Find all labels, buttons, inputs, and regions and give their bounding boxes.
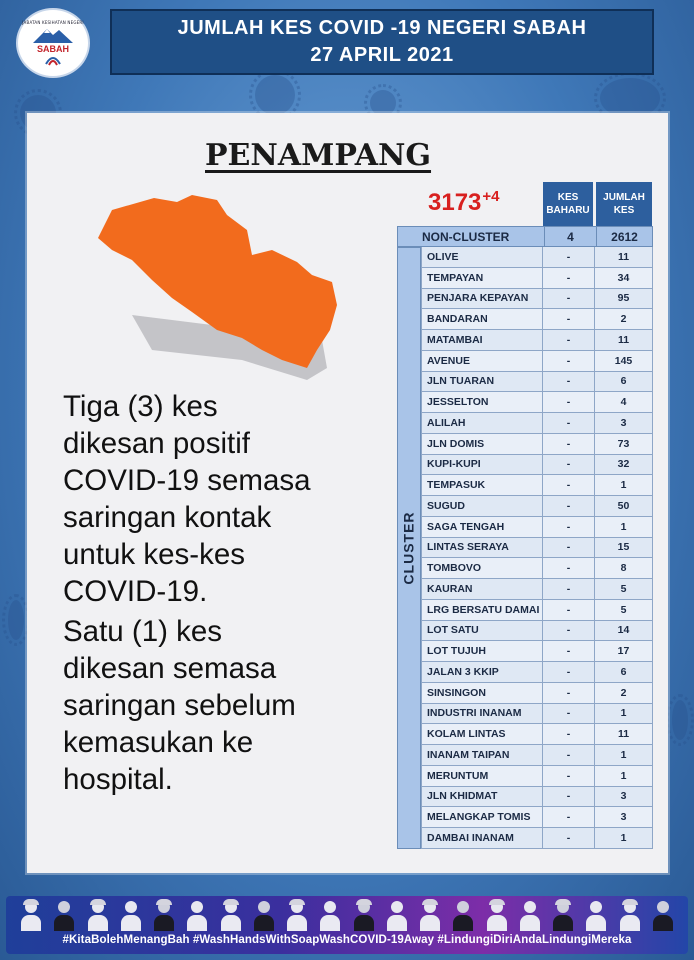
footer-banner: [6, 896, 688, 954]
non-cluster-row: [397, 226, 653, 247]
cluster-row: [421, 455, 653, 476]
person-icon: [186, 899, 208, 931]
district-title: PENAMPANG: [205, 138, 432, 173]
cluster-name: DAMBAI INANAM: [421, 828, 543, 848]
page-title: JUMLAH KES COVID -19 NEGERI SABAH: [177, 17, 587, 39]
person-icon: [87, 899, 109, 931]
cluster-kes-baharu: -: [543, 641, 595, 661]
cluster-row: [421, 745, 653, 766]
cluster-kes-baharu: -: [543, 475, 595, 495]
health-mark-icon: [44, 54, 62, 66]
cluster-kes-baharu: -: [543, 372, 595, 392]
cluster-row: [421, 372, 653, 393]
cluster-row: [421, 538, 653, 559]
virus-decoration: [672, 700, 688, 740]
cluster-row: [421, 766, 653, 787]
mountain-icon: [33, 27, 73, 43]
cluster-kes-baharu: -: [543, 579, 595, 599]
cluster-name: BANDARAN: [421, 309, 543, 329]
cluster-name: ALILAH: [421, 413, 543, 433]
person-icon: [353, 899, 375, 931]
person-icon: [452, 899, 474, 931]
person-icon: [386, 899, 408, 931]
cluster-name: INANAM TAIPAN: [421, 745, 543, 765]
description: [63, 388, 393, 801]
header-kes-baharu: KES BAHARU: [543, 182, 593, 226]
cluster-kes-baharu: -: [543, 413, 595, 433]
cluster-kes-baharu: -: [543, 828, 595, 848]
cluster-kes-baharu: -: [543, 330, 595, 350]
cluster-name: JESSELTON: [421, 392, 543, 412]
cluster-name: AVENUE: [421, 351, 543, 371]
frontliner-figures: [20, 899, 674, 933]
person-icon: [552, 899, 574, 931]
cluster-jumlah-kes: 4: [595, 392, 653, 412]
cluster-jumlah-kes: 11: [595, 724, 653, 744]
cluster-kes-baharu: -: [543, 558, 595, 578]
cluster-row: [421, 683, 653, 704]
person-icon: [20, 899, 42, 931]
logo-top-text: JABATAN KESIHATAN NEGERI: [22, 20, 84, 25]
cluster-name: LOT SATU: [421, 621, 543, 641]
cluster-kes-baharu: -: [543, 538, 595, 558]
cluster-kes-baharu: -: [543, 392, 595, 412]
cluster-name: PENJARA KEPAYAN: [421, 289, 543, 309]
new-cases-badge: +4: [482, 188, 500, 205]
cluster-jumlah-kes: 1: [595, 766, 653, 786]
cluster-name: KOLAM LINTAS: [421, 724, 543, 744]
cluster-row: [421, 330, 653, 351]
cluster-jumlah-kes: 15: [595, 538, 653, 558]
cluster-name: SUGUD: [421, 496, 543, 516]
person-icon: [419, 899, 441, 931]
cluster-jumlah-kes: 14: [595, 621, 653, 641]
cluster-row: [421, 392, 653, 413]
total-cases: [428, 188, 500, 217]
cluster-name: INDUSTRI INANAM: [421, 704, 543, 724]
cluster-name: JLN KHIDMAT: [421, 787, 543, 807]
cluster-kes-baharu: -: [543, 434, 595, 454]
cluster-name: JLN DOMIS: [421, 434, 543, 454]
cluster-row: [421, 704, 653, 725]
cluster-name: JLN TUARAN: [421, 372, 543, 392]
description-paragraph-1: Tiga (3) kes dikesan positif COVID-19 semasa saringan kontak untuk kes-kes COVID-19.: [63, 390, 311, 608]
person-icon: [319, 899, 341, 931]
cluster-row: [421, 268, 653, 289]
header-banner: [110, 9, 654, 75]
cluster-jumlah-kes: 3: [595, 807, 653, 827]
cluster-kes-baharu: -: [543, 309, 595, 329]
cluster-kes-baharu: -: [543, 289, 595, 309]
cluster-row: [421, 309, 653, 330]
cluster-jumlah-kes: 32: [595, 455, 653, 475]
cluster-table: [421, 247, 653, 849]
cluster-name: TOMBOVO: [421, 558, 543, 578]
cluster-jumlah-kes: 95: [595, 289, 653, 309]
hashtags: #KitaBolehMenangBah #WashHandsWithSoapWashCOVID-19Away #LindungiDiriAndaLindungiMereka: [62, 934, 632, 946]
cluster-kes-baharu: -: [543, 517, 595, 537]
total-count: 3173: [428, 189, 482, 216]
cluster-name: LINTAS SERAYA: [421, 538, 543, 558]
cluster-name: SINSINGON: [421, 683, 543, 703]
cluster-label: CLUSTER: [401, 511, 417, 585]
cluster-row: [421, 787, 653, 808]
cluster-jumlah-kes: 5: [595, 600, 653, 620]
cluster-jumlah-kes: 34: [595, 268, 653, 288]
person-icon: [120, 899, 142, 931]
cluster-kes-baharu: -: [543, 455, 595, 475]
cluster-name: KUPI-KUPI: [421, 455, 543, 475]
cluster-jumlah-kes: 1: [595, 828, 653, 848]
header-jumlah-kes: JUMLAH KES: [596, 182, 652, 226]
cluster-kes-baharu: -: [543, 745, 595, 765]
cluster-name: SAGA TENGAH: [421, 517, 543, 537]
cluster-row: [421, 621, 653, 642]
person-icon: [286, 899, 308, 931]
cluster-name: JALAN 3 KKIP: [421, 662, 543, 682]
cluster-row: [421, 662, 653, 683]
cluster-jumlah-kes: 3: [595, 787, 653, 807]
cluster-jumlah-kes: 3: [595, 413, 653, 433]
cluster-kes-baharu: -: [543, 621, 595, 641]
cluster-kes-baharu: -: [543, 766, 595, 786]
cluster-row: [421, 724, 653, 745]
cluster-jumlah-kes: 11: [595, 330, 653, 350]
cluster-row: [421, 413, 653, 434]
cluster-row: [421, 247, 653, 268]
cluster-kes-baharu: -: [543, 268, 595, 288]
non-cluster-name: NON-CLUSTER: [422, 229, 510, 244]
cluster-kes-baharu: -: [543, 351, 595, 371]
cluster-row: [421, 496, 653, 517]
cluster-jumlah-kes: 2: [595, 309, 653, 329]
cluster-name: LOT TUJUH: [421, 641, 543, 661]
cluster-row: [421, 807, 653, 828]
cluster-kes-baharu: -: [543, 787, 595, 807]
cluster-name: TEMPASUK: [421, 475, 543, 495]
cluster-jumlah-kes: 2: [595, 683, 653, 703]
person-icon: [220, 899, 242, 931]
cluster-kes-baharu: -: [543, 496, 595, 516]
person-icon: [652, 899, 674, 931]
cluster-row: [421, 434, 653, 455]
cluster-kes-baharu: -: [543, 704, 595, 724]
cluster-jumlah-kes: 17: [595, 641, 653, 661]
cluster-name: KAURAN: [421, 579, 543, 599]
cluster-kes-baharu: -: [543, 683, 595, 703]
cluster-jumlah-kes: 50: [595, 496, 653, 516]
cluster-row: [421, 579, 653, 600]
person-icon: [253, 899, 275, 931]
virus-decoration: [8, 600, 24, 640]
cluster-jumlah-kes: 1: [595, 704, 653, 724]
district-map: [92, 190, 352, 390]
virus-decoration: [255, 75, 295, 115]
cluster-jumlah-kes: 11: [595, 247, 653, 267]
person-icon: [153, 899, 175, 931]
cluster-jumlah-kes: 8: [595, 558, 653, 578]
cluster-kes-baharu: -: [543, 662, 595, 682]
cluster-name: MERUNTUM: [421, 766, 543, 786]
cluster-row: [421, 351, 653, 372]
cluster-kes-baharu: -: [543, 600, 595, 620]
cluster-row: [421, 517, 653, 538]
cluster-row: [421, 475, 653, 496]
person-icon: [53, 899, 75, 931]
cluster-row: [421, 289, 653, 310]
cluster-jumlah-kes: 1: [595, 517, 653, 537]
cluster-kes-baharu: -: [543, 724, 595, 744]
non-cluster-kes-baharu: 4: [544, 227, 596, 246]
person-icon: [619, 899, 641, 931]
report-date: 27 APRIL 2021: [310, 44, 454, 66]
cluster-name: TEMPAYAN: [421, 268, 543, 288]
cluster-name: MELANGKAP TOMIS: [421, 807, 543, 827]
cluster-jumlah-kes: 6: [595, 662, 653, 682]
virus-decoration: [600, 78, 660, 118]
cluster-row: [421, 600, 653, 621]
sabah-health-logo: [16, 8, 90, 78]
cluster-jumlah-kes: 5: [595, 579, 653, 599]
cluster-column: [397, 247, 421, 849]
person-icon: [585, 899, 607, 931]
cluster-jumlah-kes: 73: [595, 434, 653, 454]
cluster-jumlah-kes: 145: [595, 351, 653, 371]
cluster-row: [421, 828, 653, 849]
logo-name: SABAH: [36, 44, 69, 54]
cluster-kes-baharu: -: [543, 247, 595, 267]
cluster-jumlah-kes: 6: [595, 372, 653, 392]
cluster-name: OLIVE: [421, 247, 543, 267]
non-cluster-jumlah-kes: 2612: [596, 227, 652, 246]
cluster-jumlah-kes: 1: [595, 745, 653, 765]
description-paragraph-2: Satu (1) kes dikesan semasa saringan sebelum kemasukan ke hospital.: [63, 615, 296, 796]
cluster-row: [421, 558, 653, 579]
cluster-jumlah-kes: 1: [595, 475, 653, 495]
cluster-name: LRG BERSATU DAMAI: [421, 600, 543, 620]
person-icon: [486, 899, 508, 931]
cluster-kes-baharu: -: [543, 807, 595, 827]
cluster-row: [421, 641, 653, 662]
cluster-name: MATAMBAI: [421, 330, 543, 350]
person-icon: [519, 899, 541, 931]
